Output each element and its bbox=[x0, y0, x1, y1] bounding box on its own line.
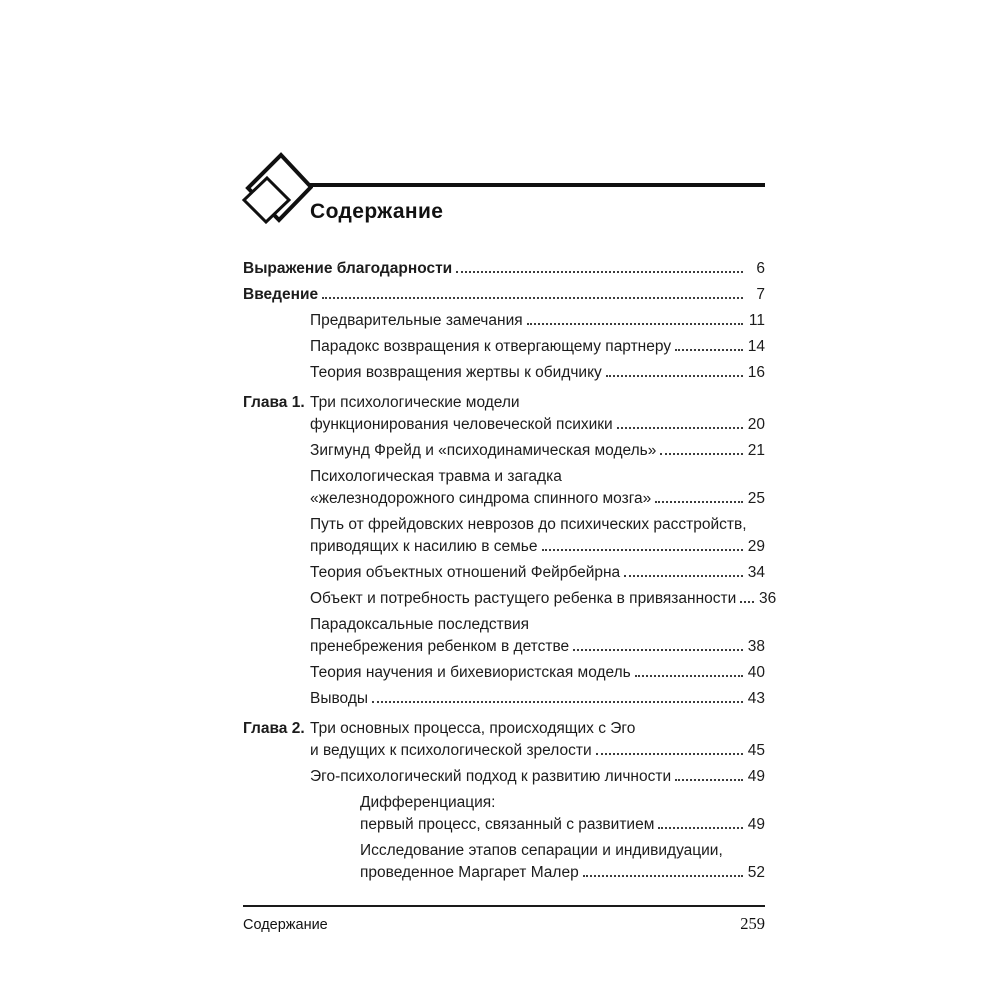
toc-entry-line: Три основных процесса, происходящих с Эго bbox=[310, 720, 636, 737]
dot-leader bbox=[573, 649, 743, 651]
toc-page-number: 49 bbox=[747, 816, 765, 833]
dot-leader bbox=[617, 427, 743, 429]
page-title: Содержание bbox=[310, 200, 444, 223]
dot-leader bbox=[456, 271, 743, 273]
toc-page-number: 14 bbox=[747, 338, 765, 355]
toc-page-number: 36 bbox=[759, 590, 777, 607]
toc-page-number: 45 bbox=[747, 742, 765, 759]
toc-entry-last-line bbox=[310, 688, 765, 710]
chapter-label: Глава 1. bbox=[243, 394, 305, 411]
toc-entry-body bbox=[310, 392, 765, 436]
toc-entry-body bbox=[243, 258, 765, 280]
toc-entry bbox=[243, 514, 765, 558]
toc-entry bbox=[243, 362, 765, 384]
page-footer bbox=[243, 905, 765, 934]
dot-leader bbox=[596, 753, 743, 755]
toc-entry-line: Дифференциация: bbox=[360, 794, 496, 811]
toc-entry-body bbox=[310, 466, 765, 510]
toc-page-number: 6 bbox=[756, 260, 765, 277]
footer-page-number: 259 bbox=[740, 914, 765, 933]
toc-entry-line: Парадоксальные последствия bbox=[310, 616, 530, 633]
toc-entry-line: Психологическая травма и загадка bbox=[310, 468, 562, 485]
toc-entry-body bbox=[310, 562, 765, 584]
toc-entry bbox=[243, 310, 765, 332]
toc-entry-line: Путь от фрейдовских неврозов до психических расстройств, bbox=[310, 516, 747, 533]
toc-page-number: 29 bbox=[747, 538, 765, 555]
toc-entry-body bbox=[310, 614, 765, 658]
dot-leader bbox=[372, 701, 743, 703]
toc-entry-title: функционирования человеческой психики bbox=[310, 416, 613, 433]
toc-entry-body bbox=[310, 588, 777, 610]
toc-entry-last-line bbox=[310, 336, 765, 358]
toc-page-number: 38 bbox=[747, 638, 765, 655]
toc-page-number: 25 bbox=[747, 490, 765, 507]
toc-entry-title: «железнодорожного синдрома спинного мозга» bbox=[310, 490, 652, 507]
dot-leader bbox=[542, 549, 744, 551]
toc-entry-last-line bbox=[310, 636, 765, 658]
chapter-label: Глава 2. bbox=[243, 720, 305, 737]
toc-entry bbox=[243, 562, 765, 584]
toc-entry-last-line bbox=[310, 766, 765, 788]
dot-leader bbox=[675, 779, 743, 781]
toc-entry-title: проведенное Маргарет Малер bbox=[360, 864, 579, 881]
toc-entry-last-line bbox=[310, 562, 765, 584]
toc-entry-body bbox=[360, 840, 765, 884]
toc-entry bbox=[243, 336, 765, 358]
toc-entry-title: приводящих к насилию в семье bbox=[310, 538, 538, 555]
toc-entry-last-line bbox=[310, 740, 765, 762]
toc-entry-last-line bbox=[310, 310, 765, 332]
toc-page-number: 34 bbox=[747, 564, 765, 581]
toc-page-number: 20 bbox=[747, 416, 765, 433]
dot-leader bbox=[606, 375, 743, 377]
toc-entry-last-line bbox=[360, 862, 765, 884]
toc-entry bbox=[243, 688, 765, 710]
toc-entry bbox=[243, 662, 765, 684]
toc-page-number: 7 bbox=[756, 286, 765, 303]
dot-leader bbox=[740, 601, 754, 603]
toc-entry-title: Выводы bbox=[310, 690, 369, 707]
toc-entry-body bbox=[310, 718, 765, 762]
toc-entry-title: и ведущих к психологической зрелости bbox=[310, 742, 592, 759]
toc-entry-title: Теория возвращения жертвы к обидчику bbox=[310, 364, 602, 381]
toc-page-number: 16 bbox=[747, 364, 765, 381]
toc-entry-title: Парадокс возвращения к отвергающему партнеру bbox=[310, 338, 672, 355]
page-header bbox=[0, 150, 1000, 255]
toc-entry-body bbox=[310, 688, 765, 710]
book-logo-icon bbox=[241, 152, 313, 224]
toc-entry-line: Исследование этапов сепарации и индивидуации, bbox=[360, 842, 723, 859]
dot-leader bbox=[655, 501, 743, 503]
toc-page-number: 52 bbox=[747, 864, 765, 881]
toc-entry-line: Три психологические модели bbox=[310, 394, 520, 411]
toc-entry-title: пренебрежения ребенком в детстве bbox=[310, 638, 570, 655]
toc-list bbox=[243, 258, 777, 888]
toc-entry-title: первый процесс, связанный с развитием bbox=[360, 816, 655, 833]
toc-entry bbox=[243, 440, 765, 462]
toc-entry-title: Выражение благодарности bbox=[243, 260, 453, 277]
toc-entry bbox=[243, 284, 765, 306]
toc-entry-last-line bbox=[310, 414, 765, 436]
footer-section-label: Содержание bbox=[243, 917, 328, 933]
toc-entry-body bbox=[310, 362, 765, 384]
dot-leader bbox=[635, 675, 743, 677]
toc-entry-last-line bbox=[360, 814, 765, 836]
toc-page-number: 43 bbox=[747, 690, 765, 707]
toc-entry-body bbox=[310, 440, 765, 462]
toc-entry bbox=[243, 258, 765, 280]
toc-entry-body bbox=[360, 792, 765, 836]
toc-entry-body bbox=[310, 766, 765, 788]
dot-leader bbox=[658, 827, 743, 829]
dot-leader bbox=[660, 453, 743, 455]
toc-entry-body bbox=[310, 514, 765, 558]
toc-page-number: 21 bbox=[747, 442, 765, 459]
toc-entry bbox=[243, 588, 777, 610]
toc-entry bbox=[243, 840, 765, 884]
dot-leader bbox=[675, 349, 743, 351]
toc-entry-last-line bbox=[310, 588, 777, 610]
dot-leader bbox=[527, 323, 743, 325]
toc-entry-title: Зигмунд Фрейд и «психодинамическая модель» bbox=[310, 442, 657, 459]
toc-entry-last-line bbox=[310, 488, 765, 510]
toc-entry bbox=[243, 792, 765, 836]
toc-entry-title: Объект и потребность растущего ребенка в привязанности bbox=[310, 590, 737, 607]
toc-entry bbox=[243, 718, 765, 762]
toc-entry-body bbox=[310, 336, 765, 358]
toc-page-number: 11 bbox=[748, 312, 765, 329]
toc-entry-title: Предварительные замечания bbox=[310, 312, 523, 329]
toc-entry-title: Теория научения и бихевиористская модель bbox=[310, 664, 631, 681]
toc-entry-body bbox=[243, 284, 765, 306]
toc-entry bbox=[243, 392, 765, 436]
toc-entry-last-line bbox=[310, 440, 765, 462]
toc-entry-title: Введение bbox=[243, 286, 319, 303]
toc-entry-body bbox=[310, 310, 765, 332]
toc-page-number: 40 bbox=[747, 664, 765, 681]
toc-entry-title: Теория объектных отношений Фейрбейрна bbox=[310, 564, 621, 581]
toc-entry-last-line bbox=[310, 662, 765, 684]
toc-page-number: 49 bbox=[747, 768, 765, 785]
toc-entry bbox=[243, 466, 765, 510]
toc-entry-body bbox=[310, 662, 765, 684]
header-rule bbox=[301, 183, 765, 187]
toc-entry-title: Эго-психологический подход к развитию личности bbox=[310, 768, 672, 785]
dot-leader bbox=[322, 297, 743, 299]
toc-entry bbox=[243, 614, 765, 658]
toc-entry bbox=[243, 766, 765, 788]
toc-entry-last-line bbox=[310, 536, 765, 558]
toc-entry-last-line bbox=[243, 284, 765, 306]
toc-entry-last-line bbox=[243, 258, 765, 280]
toc-entry-last-line bbox=[310, 362, 765, 384]
dot-leader bbox=[624, 575, 743, 577]
dot-leader bbox=[583, 875, 743, 877]
